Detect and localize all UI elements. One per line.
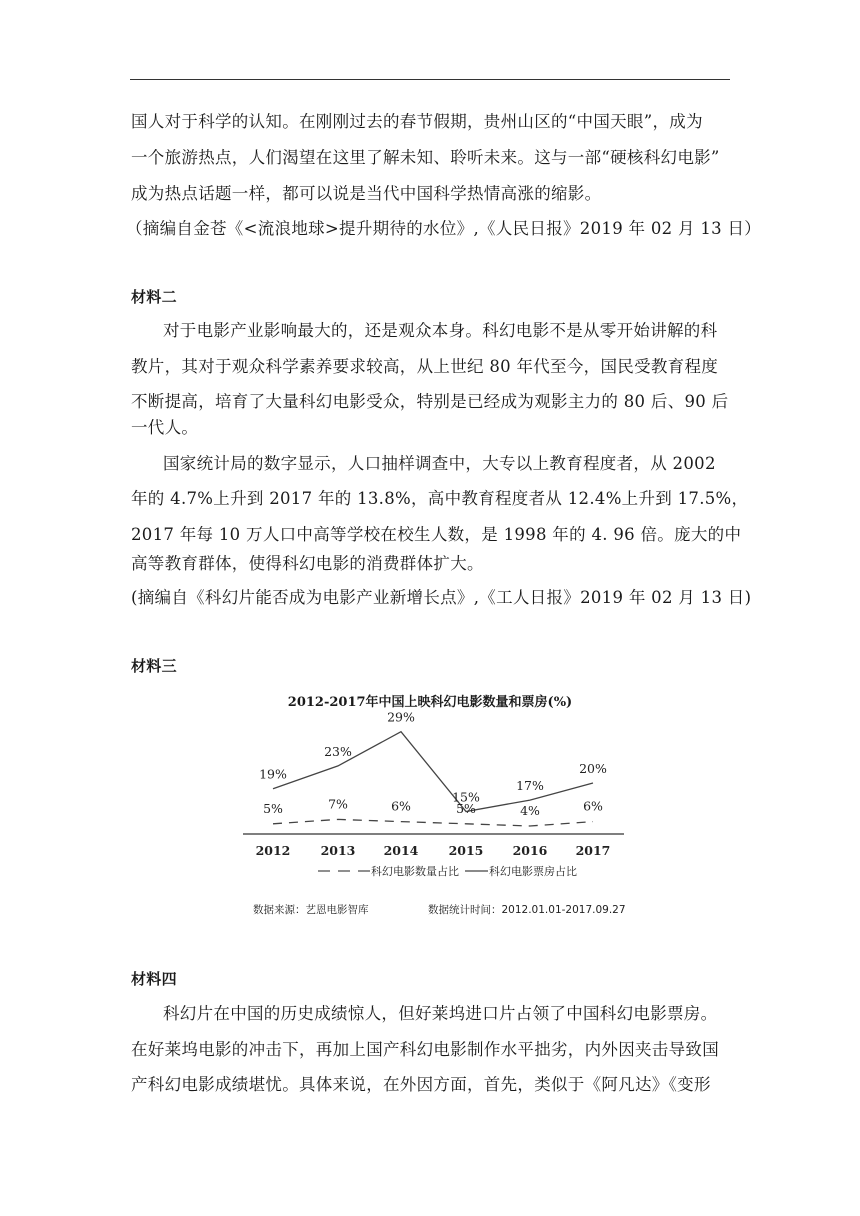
box-office-label-2014: 29% — [387, 709, 415, 725]
m2-p1-line-3: 不断提高，培育了大量科幻电影受众，特别是已经成为观影主力的 80 后、90 后 — [131, 392, 729, 411]
x-tick-2013: 2013 — [320, 843, 356, 858]
citation-1: （摘编自金苍《<流浪地球>提升期待的水位》,《人民日报》2019 年 02 月 13 日） — [126, 219, 762, 238]
count-label-2016: 4% — [520, 803, 540, 818]
m2-p2-line-1: 国家统计局的数字显示，人口抽样调查中，大专以上教育程度者，从 2002 — [163, 454, 716, 473]
x-tick-2017: 2017 — [575, 843, 611, 858]
x-tick-2014: 2014 — [383, 843, 419, 858]
data-source: 数据来源：艺恩电影智库 — [253, 904, 369, 916]
m4-p1-line-3: 产科幻电影成绩堪忧。具体来说，在外因方面，首先，类似于《阿凡达》《变形 — [131, 1075, 711, 1094]
count-label-2014: 6% — [391, 798, 411, 814]
count-label-2015: 5% — [456, 800, 476, 816]
data-period: 数据统计时间：2012.01.01-2017.09.27 — [428, 904, 626, 916]
box-office-label-2017: 20% — [579, 761, 607, 776]
m2-p2-line-4: 高等教育群体，使得科幻电影的消费群体扩大。 — [131, 554, 484, 573]
x-tick-2016: 2016 — [512, 843, 548, 858]
intro-line-1: 国人对于科学的认知。在刚刚过去的春节假期，贵州山区的“中国天眼”，成为 — [131, 112, 703, 131]
box-office-label-2012: 19% — [259, 766, 287, 782]
citation-2: (摘编自《科幻片能否成为电影产业新增长点》,《工人日报》2019 年 02 月 13 日) — [131, 588, 752, 607]
count-label-2013: 7% — [328, 796, 348, 812]
intro-line-2: 一个旅游热点，人们渴望在这里了解未知、聆听未来。这与一部“硬核科幻电影” — [131, 148, 720, 167]
count-label-2012: 5% — [263, 800, 283, 816]
legend-box-office: 科幻电影票房占比 — [489, 865, 577, 878]
material-two-heading: 材料二 — [131, 288, 177, 306]
material-four-heading: 材料四 — [131, 970, 177, 988]
box-office-label-2015: 15% — [452, 789, 480, 805]
series-box-office-line — [273, 732, 593, 812]
series-count-line — [273, 819, 593, 826]
x-tick-2012: 2012 — [255, 843, 291, 858]
box-office-label-2013: 23% — [324, 743, 352, 759]
material-three-heading: 材料三 — [131, 657, 177, 675]
intro-line-3: 成为热点话题一样，都可以说是当代中国科学热情高涨的缩影。 — [131, 184, 602, 203]
m2-p2-line-3: 2017 年每 10 万人口中高等学校在校生人数，是 1998 年的 4. 96 倍。庞大的中 — [131, 525, 742, 544]
m2-p1-line-4: 一代人。 — [131, 418, 199, 437]
count-label-2017: 6% — [583, 798, 603, 814]
m4-p1-line-1: 科幻片在中国的历史成绩惊人，但好莱坞进口片占领了中国科幻电影票房。 — [163, 1004, 718, 1023]
legend-count: 科幻电影数量占比 — [371, 865, 459, 878]
m2-p2-line-2: 年的 4.7%上升到 2017 年的 13.8%，高中教育程度者从 12.4%上升到 17.5%， — [131, 489, 749, 508]
m4-p1-line-2: 在好莱坞电影的冲击下，再加上国产科幻电影制作水平拙劣，内外因夹击导致国 — [131, 1040, 719, 1059]
chart-title: 2012-2017年中国上映科幻电影数量和票房(%) — [287, 695, 573, 710]
x-tick-2015: 2015 — [448, 843, 484, 858]
box-office-label-2016: 17% — [516, 778, 544, 794]
m2-p1-line-2: 教片，其对于观众科学素养要求较高，从上世纪 80 年代至今，国民受教育程度 — [131, 357, 719, 376]
m2-p1-line-1: 对于电影产业影响最大的，还是观众本身。科幻电影不是从零开始讲解的科 — [163, 321, 718, 340]
